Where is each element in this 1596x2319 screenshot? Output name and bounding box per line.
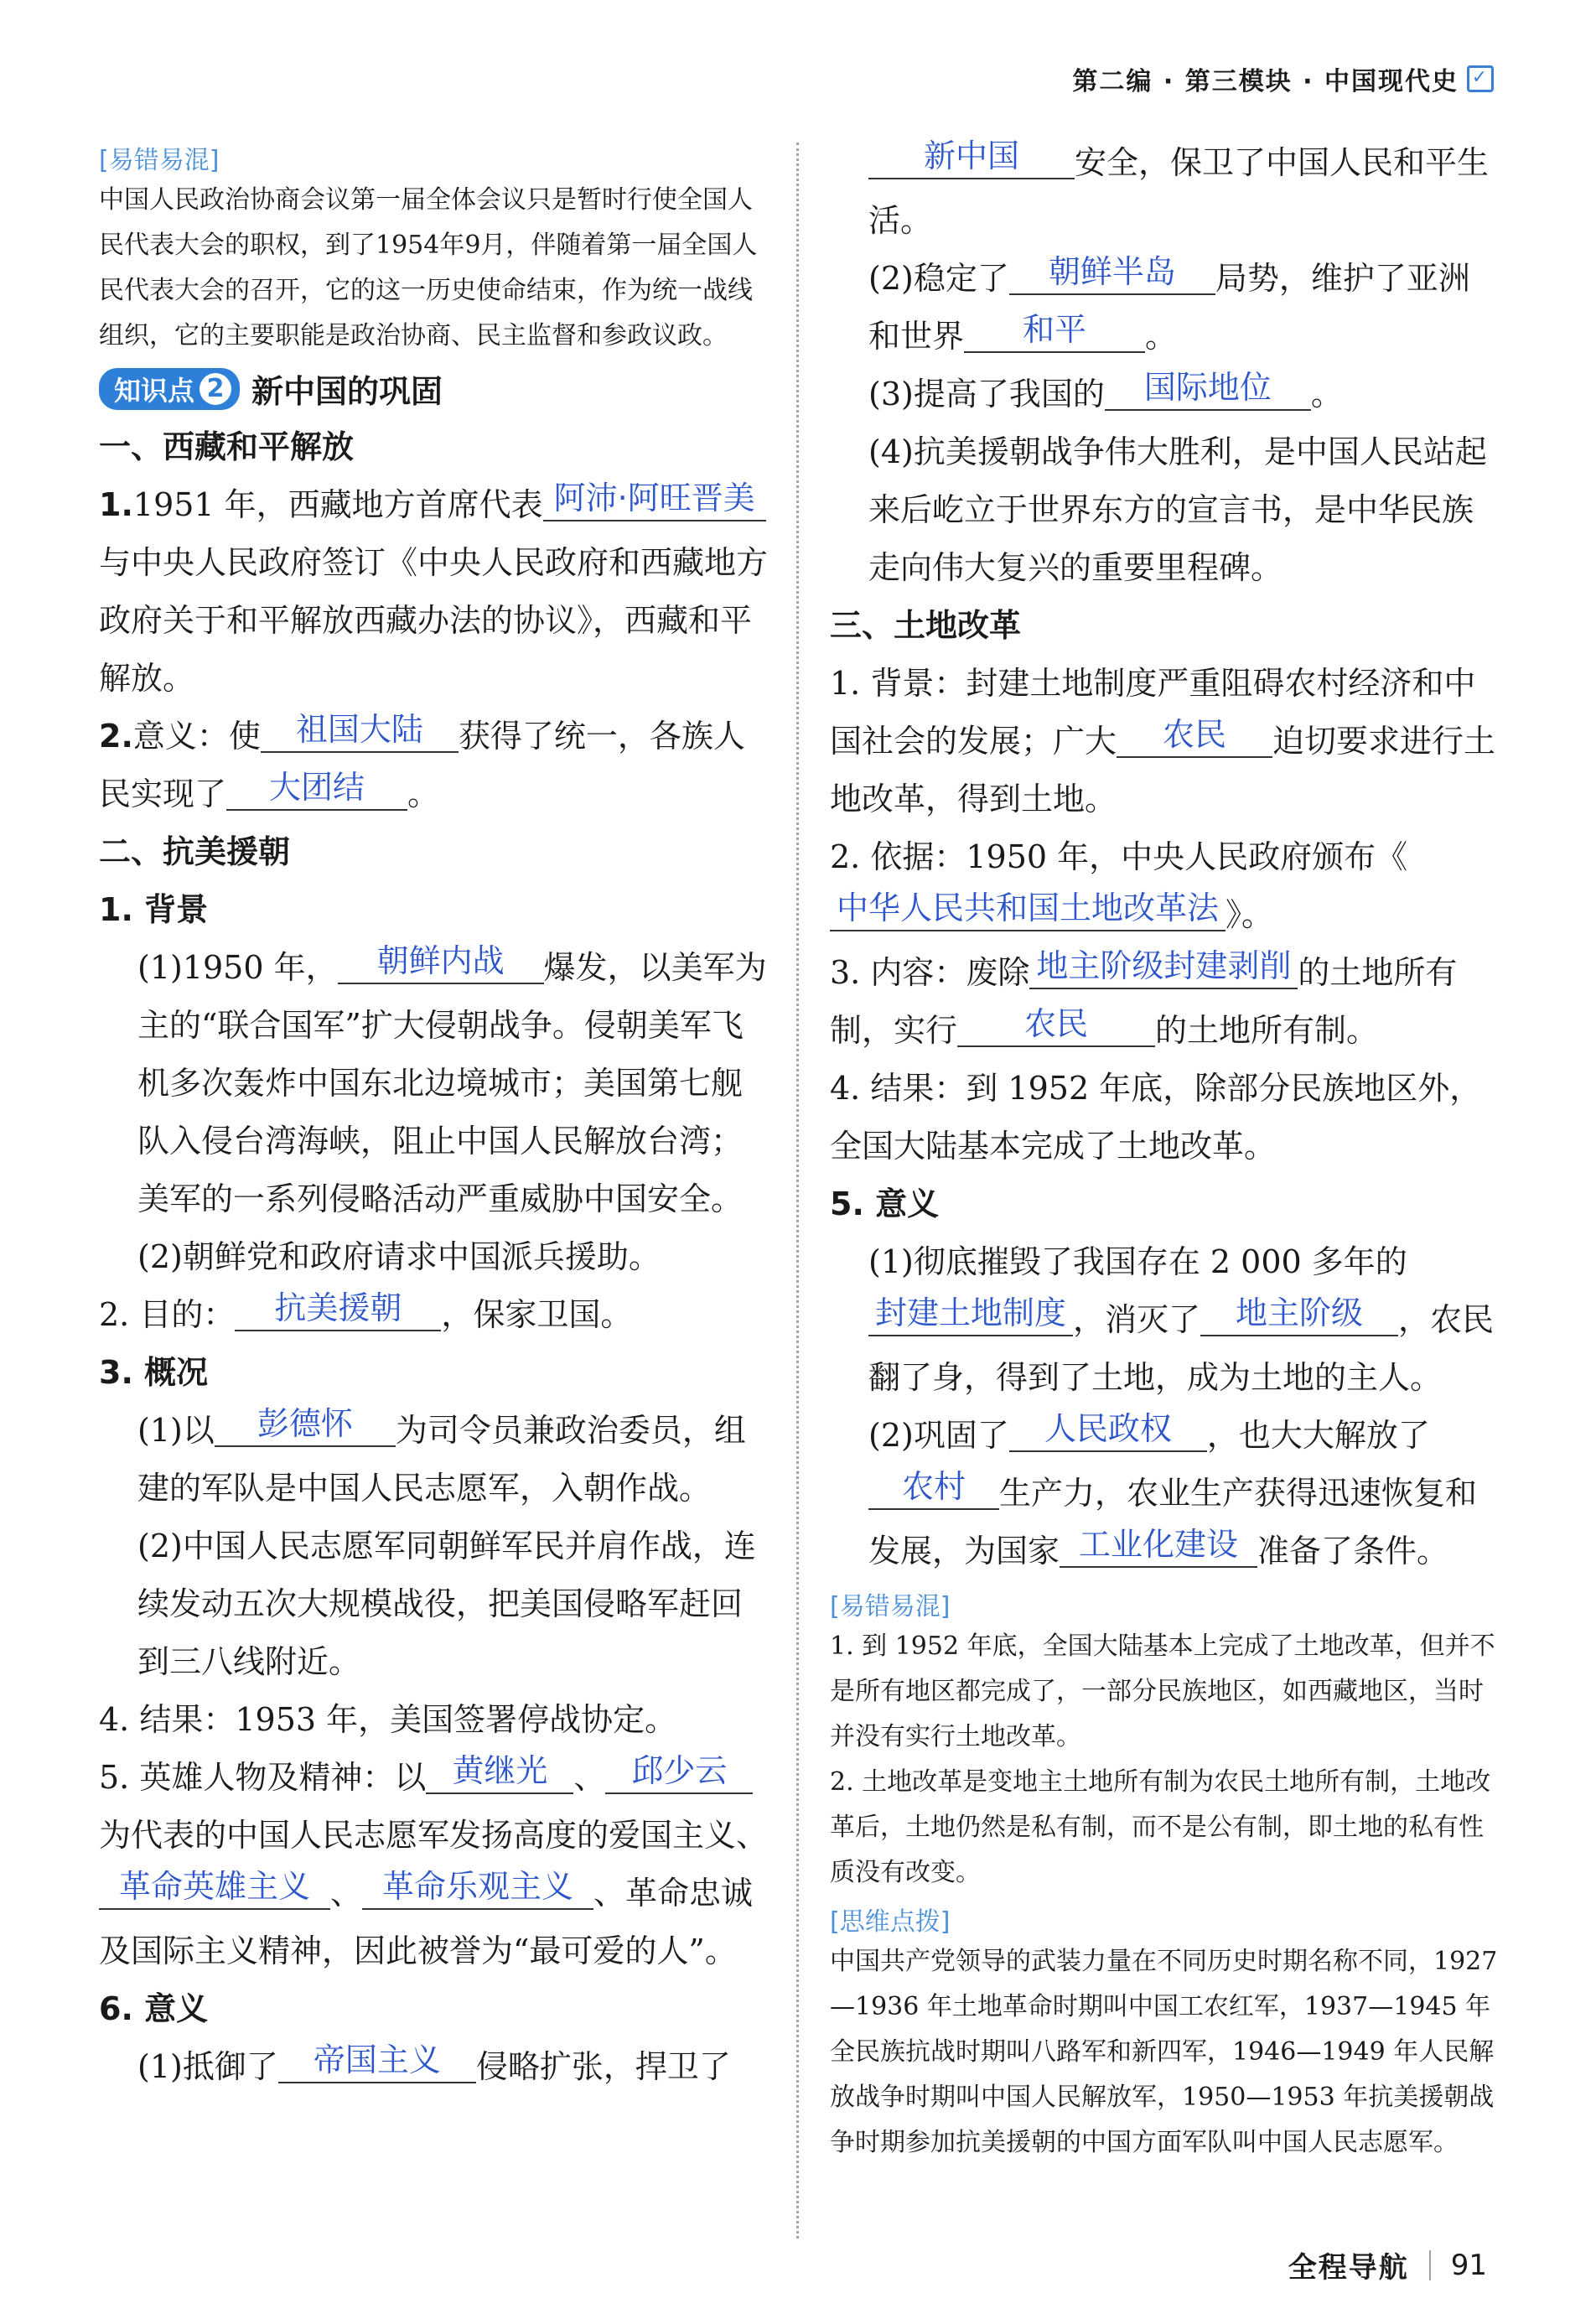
answer-fill: 新中国 — [868, 134, 1075, 179]
list-item: (1)抵御了 帝国主义 侵略扩张，捍卫了 — [99, 2038, 770, 2096]
answer-fill: 帝国主义 — [278, 2038, 476, 2083]
knowledge-point-title: 新中国的巩固 — [251, 373, 443, 410]
list-item: 2. 依据：1950 年，中央人民政府颁布《中华人民共和国土地改革法 》。 — [830, 838, 1408, 933]
list-item: (2)中国人民志愿军同朝鲜军民并肩作战，连续发动五次大规模战役，把美国侵略军赶回到三八线附近。 — [137, 1528, 756, 1680]
answer-fill: 封建土地制度 — [868, 1291, 1073, 1336]
section-heading: 二、抗美援朝 — [99, 833, 291, 870]
tip-note: 中国人民政治协商会议第一届全体会议只是暂时行使全国人民代表大会的职权，到了1954年9月，伴随着第一届全国人民代表大会的召开，它的这一历史使命结束，作为统一战线组织，它的主要职能是政治协商、民主监督和参政议政。 — [99, 185, 758, 350]
list-item: 4. 结果：1953 年，美国签署停战协定。 — [99, 1701, 677, 1738]
answer-fill: 农民 — [957, 1002, 1155, 1047]
answer-fill: 工业化建设 — [1060, 1523, 1257, 1568]
list-item: 3. 内容：废除 地主阶级封建剥削 的土地所有制，实行 农民 的土地所有制。 — [830, 944, 1500, 1060]
answer-fill: 祖国大陆 — [261, 708, 459, 753]
answer-fill: 中华人民共和国土地改革法 — [830, 886, 1226, 931]
page-number: 91 — [1450, 2248, 1487, 2282]
list-item: (3)提高了我国的 国际地位 。 — [830, 366, 1500, 423]
answer-fill: 邱少云 — [605, 1749, 753, 1794]
list-item: (1)1950 年， 朝鲜内战 爆发，以美军为主的“联合国军”扩大侵朝战争。侵朝美军飞机多次轰炸中国东北边境城市；美国第七舰队入侵台湾海峡，阻止中国人民解放台湾；美军的一系列侵略活动严重威胁中国安全。 — [99, 939, 770, 1228]
footer-separator — [1429, 2250, 1431, 2280]
answer-fill: 大团结 — [226, 765, 407, 811]
answer-fill: 彭德怀 — [215, 1402, 396, 1447]
list-item: (2)巩固了 人民政权 ，也大大解放了农村 生产力，农业生产获得迅速恢复和发展，为国家 工业化建设 准备了条件。 — [830, 1407, 1500, 1580]
list-item: 6. 意义 — [99, 1990, 209, 2027]
list-item: (4)抗美援朝战争伟大胜利，是中国人民站起来后屹立于世界东方的宣言书，是中华民族走向伟大复兴的重要里程碑。 — [868, 433, 1487, 586]
list-item: (1)以 彭德怀 为司令员兼政治委员，组建的军队是中国人民志愿军，入朝作战。 — [99, 1402, 770, 1517]
knowledge-point-number: 2 — [200, 373, 231, 405]
list-item: 5. 英雄人物及精神：以 黄继光 、 邱少云为代表的中国人民志愿军发扬高度的爱国主义、革命英雄主义 、 革命乐观主义 、革命忠诚及国际主义精神，因此被誉为“最可爱的人”。 — [99, 1749, 770, 1980]
tip-note: 2. 土地改革是变地主土地所有制为农民土地所有制，土地改革后，土地仍然是私有制，而不是公有制，即土地的私有性质没有改变。 — [830, 1767, 1491, 1887]
right-column — [830, 134, 1500, 2166]
running-header — [1072, 60, 1494, 97]
answer-fill: 和平 — [964, 308, 1145, 353]
answer-fill: 地主阶级 — [1200, 1291, 1398, 1336]
list-item: 3. 概况 — [99, 1354, 209, 1391]
answer-fill: 地主阶级封建剥削 — [1029, 944, 1298, 989]
page-footer — [1288, 2244, 1487, 2285]
answer-fill: 朝鲜半岛 — [1009, 250, 1215, 295]
footer-title: 全程导航 — [1288, 2251, 1409, 2285]
answer-fill: 抗美援朝 — [235, 1286, 441, 1331]
knowledge-point-heading — [99, 366, 770, 412]
list-item: (1)彻底摧毁了我国存在 2 000 多年的封建土地制度 ，消灭了 地主阶级 ，农民翻了身，得到了土地，成为土地的主人。 — [868, 1243, 1495, 1396]
list-item: (2)稳定了 朝鲜半岛 局势，维护了亚洲和世界 和平 。 — [830, 250, 1500, 366]
column-divider — [796, 143, 799, 2239]
list-item: 1. 背景 — [99, 891, 209, 928]
checkmark-icon: ✓ — [1467, 65, 1494, 92]
header-text: 第二编 · 第三模块 · 中国现代史 — [1072, 67, 1459, 96]
section-heading: 三、土地改革 — [830, 607, 1022, 644]
list-item: 2.意义：使 祖国大陆 获得了统一，各族人民实现了 大团结 。 — [99, 708, 770, 823]
answer-fill: 黄继光 — [426, 1749, 573, 1794]
list-item: (2)朝鲜党和政府请求中国派兵援助。 — [137, 1238, 661, 1275]
tip-tag: [易错易混] — [830, 1592, 951, 1621]
answer-fill: 人民政权 — [1009, 1407, 1207, 1452]
answer-fill: 革命乐观主义 — [362, 1865, 593, 1910]
knowledge-point-badge: 知识点 2 — [99, 368, 240, 410]
answer-fill: 革命英雄主义 — [99, 1865, 330, 1910]
answer-fill: 朝鲜内战 — [338, 939, 544, 984]
list-item: 新中国 安全，保卫了中国人民和平生活。 — [830, 134, 1500, 250]
answer-fill: 阿沛·阿旺晋美 — [543, 476, 766, 521]
list-item: 4. 结果：到 1952 年底，除部分民族地区外，全国大陆基本完成了土地改革。 — [830, 1070, 1482, 1165]
answer-fill: 农村 — [868, 1465, 999, 1510]
list-item: 1.1951 年，西藏地方首席代表 阿沛·阿旺晋美与中央人民政府签订《中央人民政府和西藏地方政府关于和平解放西藏办法的协议》，西藏和平解放。 — [99, 476, 770, 708]
thinking-note: 中国共产党领导的武装力量在不同历史时期名称不同，1927—1936 年土地革命时期叫中国工农红军，1937—1945 年全民族抗战时期叫八路军和新四军，1946—1949 年人民解放战争时期叫中国人民解放军，1950—1953 年抗美援朝战争时期参加抗美援朝的中国方面军队叫中国人民志愿军。 — [830, 1947, 1498, 2157]
thinking-tag: [思维点拨] — [830, 1907, 951, 1937]
tip-tag: [易错易混] — [99, 146, 220, 175]
list-item: 5. 意义 — [830, 1185, 940, 1222]
answer-fill: 农民 — [1117, 713, 1272, 758]
tip-note: 1. 到 1952 年底，全国大陆基本上完成了土地改革，但并不是所有地区都完成了，一部分民族地区，如西藏地区，当时并没有实行土地改革。 — [830, 1632, 1495, 1751]
list-item: 1. 背景：封建土地制度严重阻碍农村经济和中国社会的发展；广大 农民 迫切要求进行土地改革，得到土地。 — [830, 665, 1496, 817]
left-column — [99, 134, 770, 2096]
list-item: 2. 目的： 抗美援朝 ，保家卫国。 — [99, 1286, 770, 1344]
section-heading: 一、西藏和平解放 — [99, 428, 355, 465]
answer-fill: 国际地位 — [1105, 366, 1311, 411]
